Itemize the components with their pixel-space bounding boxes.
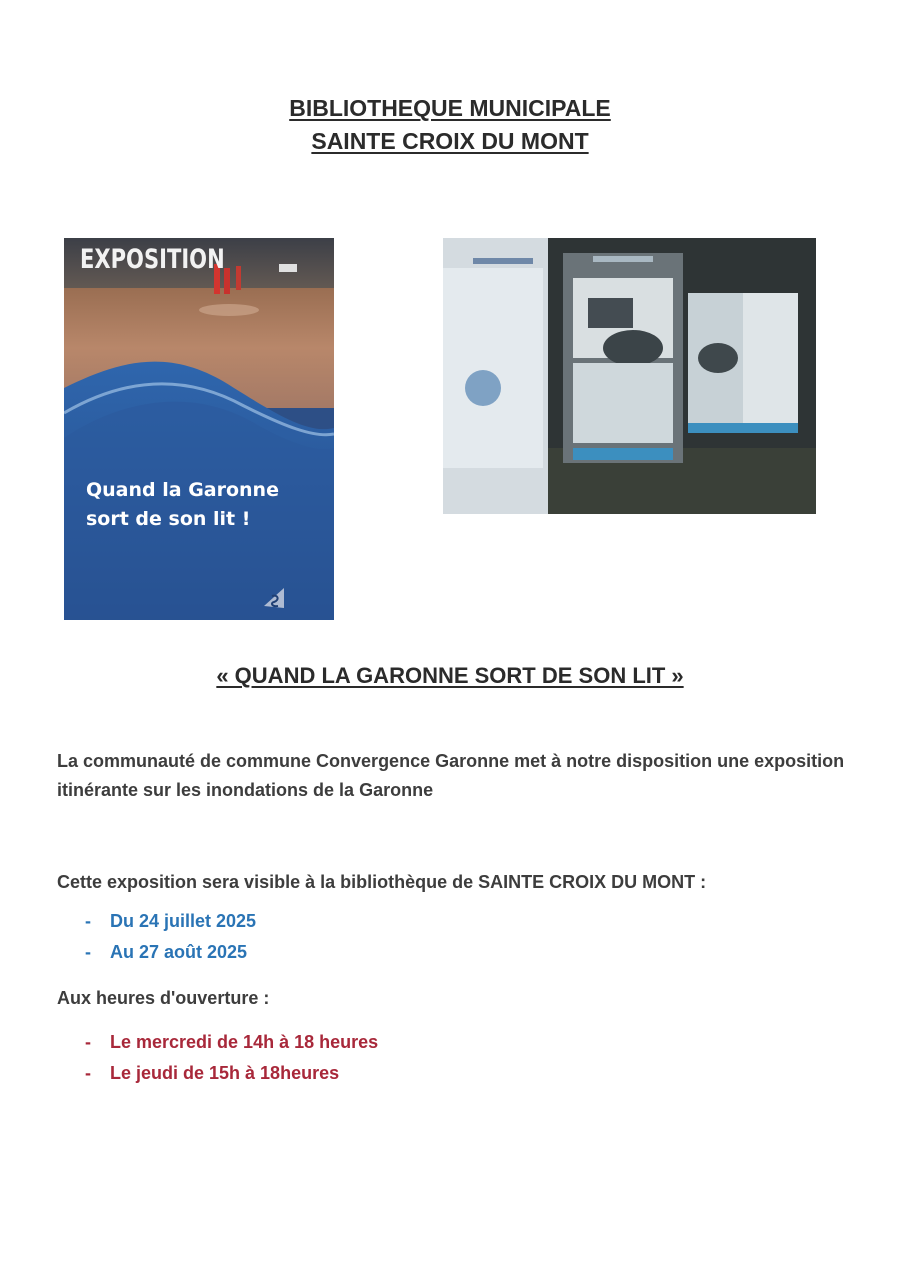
list-item: - Du 24 juillet 2025 <box>85 911 257 931</box>
hours-label: Aux heures d'ouverture : <box>57 988 270 1008</box>
header-line-2: SAINTE CROIX DU MONT <box>311 128 589 154</box>
dates-list <box>85 906 256 968</box>
exhibition-panels-photo <box>443 238 816 514</box>
visibility-paragraph: Cette exposition sera visible à la bibliothèque de SAINTE CROIX DU MONT : <box>57 872 707 892</box>
header-line-1: BIBLIOTHEQUE MUNICIPALE <box>289 95 611 121</box>
intro-paragraph: La communauté de commune Convergence Garonne met à notre disposition une exposition itinérante sur les inondations de la Garonne <box>57 751 845 800</box>
poster-logo <box>260 584 288 612</box>
list-item: - Au 27 août 2025 <box>85 942 248 962</box>
list-item: - Le mercredi de 14h à 18 heures <box>85 1032 379 1052</box>
exhibition-poster-image <box>64 238 334 620</box>
poster-subtitle: Quand la Garonne sort de son lit ! <box>86 479 279 530</box>
exhibit-title: « QUAND LA GARONNE SORT DE SON LIT » <box>216 663 684 688</box>
poster-title: EXPOSITION <box>80 244 225 275</box>
hours-list <box>85 1027 378 1089</box>
list-item: - Le jeudi de 15h à 18heures <box>85 1063 340 1083</box>
page-header <box>0 92 900 158</box>
